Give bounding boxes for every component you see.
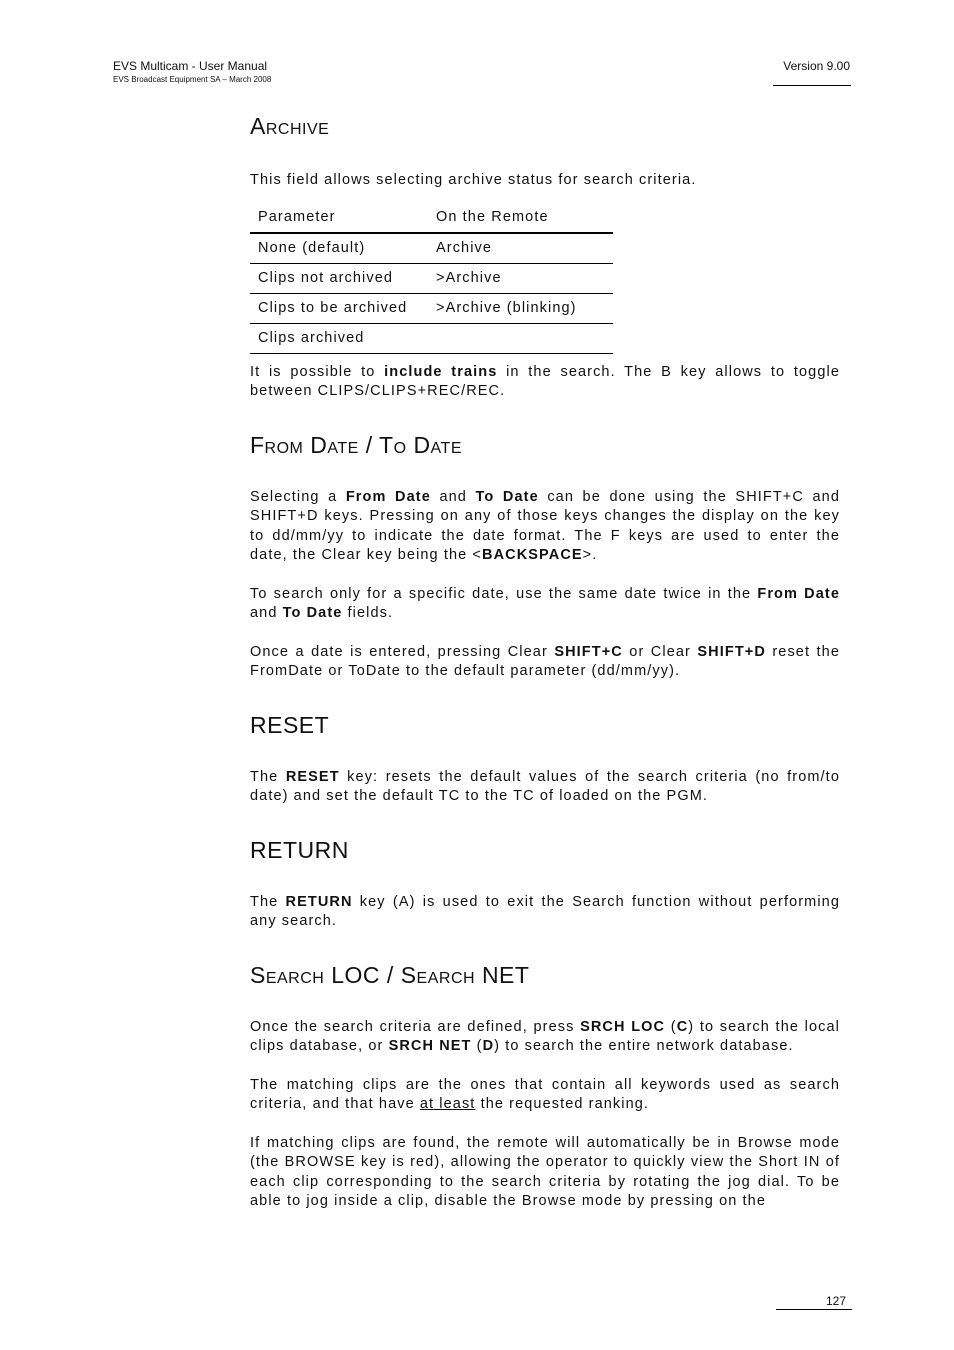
table-cell: Clips to be archived [250, 293, 428, 323]
text-run: can be done using the SHIFT+C and SHIFT+D keys. Pressing on any of those keys changes the display on the key to dd/mm/yy to indicate the date format. The F keys are used to enter the date, the Clear key being the < [250, 488, 840, 563]
text-run: and [430, 488, 476, 505]
include-trains-paragraph [250, 363, 840, 402]
bold-term: BACKSPACE [482, 547, 583, 563]
bold-term: From Date [345, 488, 431, 505]
matching-clips-paragraph [250, 1076, 840, 1115]
bold-term: D [482, 1038, 495, 1054]
search-heading: Search LOC / Search NET [250, 961, 530, 988]
text-run: Once the search criteria are defined, press [250, 1018, 581, 1035]
reset-heading: RESET [250, 711, 330, 738]
bold-term: include trains [384, 363, 498, 380]
specific-date-paragraph [250, 585, 840, 624]
text-run: It is possible to [250, 363, 385, 380]
table-cell: Archive [428, 233, 613, 264]
archive-table [250, 202, 613, 354]
bold-term: SHIFT+D [697, 643, 766, 660]
publisher-date: EVS Broadcast Equipment SA – March 2008 [113, 75, 272, 84]
text-run: and [250, 605, 283, 621]
text-run: >. [582, 547, 598, 563]
text-run: key: resets the default values of the search criteria (no from/to date) and set the default TC to the TC of loaded on the PGM. [250, 768, 840, 804]
text-run: fields. [342, 605, 394, 621]
table-cell: Clips not archived [250, 263, 428, 293]
browse-mode-paragraph: If matching clips are found, the remote will automatically be in Browse mode (the BROWSE key is red), allowing the operator to quickly view the Short IN of each clip corresponding to the search criteria by rotating the jog dial. To be able to jog inside a clip, disable the Browse mode by pressing on the [250, 1134, 840, 1209]
table-header-cell: Parameter [250, 202, 428, 233]
text-run: ( [471, 1038, 483, 1054]
archive-intro: This field allows selecting archive status for search criteria. [250, 172, 697, 188]
archive-heading: Archive [250, 113, 330, 139]
bold-term: To Date [475, 488, 539, 505]
text-run: Once a date is entered, pressing Clear [250, 643, 555, 660]
text-run: ( [665, 1018, 677, 1035]
text-run: The [250, 893, 286, 910]
text-run: Selecting a [250, 488, 346, 505]
search-paragraph [250, 1018, 840, 1057]
table-header-cell: On the Remote [428, 202, 613, 233]
text-run: The [250, 768, 286, 785]
version-label: Version 9.00 [783, 59, 850, 73]
bold-term: SRCH LOC [580, 1018, 666, 1035]
bold-term: RETURN [285, 893, 353, 910]
header-rule [773, 85, 851, 86]
return-heading: RETURN [250, 836, 349, 863]
text-run: reset the FromDate or ToDate to the default parameter (dd/mm/yy). [250, 643, 840, 679]
reset-paragraph [250, 768, 840, 807]
bold-term: From Date [757, 585, 841, 602]
underlined-term: at least [419, 1096, 476, 1112]
clear-date-paragraph [250, 643, 840, 682]
from-date-paragraph [250, 488, 840, 566]
footer-rule [776, 1309, 852, 1310]
table-cell: Clips archived [250, 323, 428, 353]
table-header-row [250, 202, 613, 233]
table-row [250, 293, 613, 323]
table-cell: None (default) [250, 233, 428, 264]
return-paragraph [250, 893, 840, 932]
text-run: To search only for a specific date, use the same date twice in the [250, 585, 758, 602]
text-run: ) to search the entire network database. [494, 1038, 794, 1054]
page-header [113, 59, 271, 85]
text-run: or Clear [622, 643, 698, 660]
page-number: 127 [825, 1294, 846, 1308]
bold-term: To Date [282, 605, 343, 621]
text-run: The matching clips are the ones that contain all keywords used as search criteria, and that have [250, 1076, 840, 1112]
text-run: in the search. The B key allows to toggle between CLIPS/CLIPS+REC/REC. [250, 363, 840, 399]
text-run: the requested ranking. [475, 1096, 650, 1112]
table-row [250, 233, 613, 264]
text-run: key (A) is used to exit the Search function without performing any search. [250, 893, 840, 929]
bold-term: SRCH NET [388, 1038, 472, 1054]
table-cell: >Archive (blinking) [428, 293, 613, 323]
table-cell [428, 323, 613, 353]
table-cell: >Archive [428, 263, 613, 293]
text-run: ) to search the local clips database, or [250, 1018, 840, 1054]
table-row [250, 323, 613, 353]
bold-term: SHIFT+C [554, 643, 623, 660]
bold-term: C [676, 1018, 689, 1035]
manual-title: EVS Multicam - User Manual [113, 59, 268, 73]
page-content [250, 112, 840, 1212]
table-row [250, 263, 613, 293]
from-date-heading: From Date / To Date [250, 431, 462, 458]
bold-term: RESET [285, 768, 340, 785]
